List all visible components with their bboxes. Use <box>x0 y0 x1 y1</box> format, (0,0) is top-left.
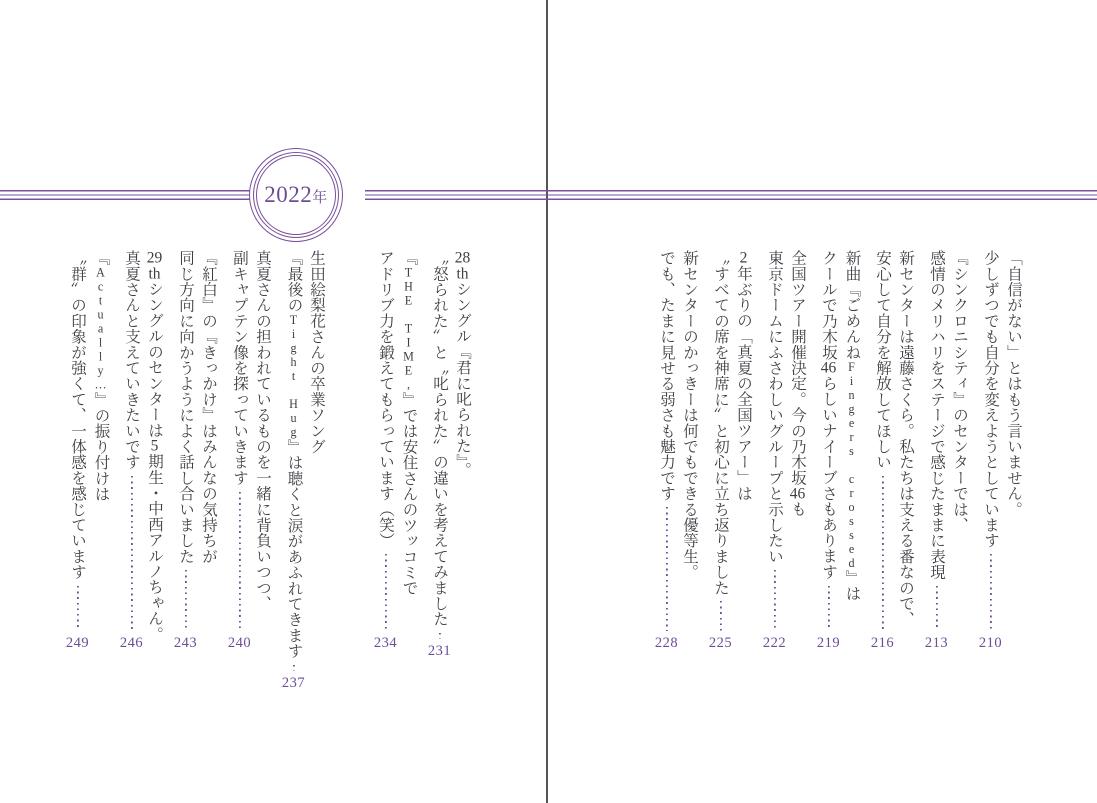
page-number: 243 <box>173 634 198 651</box>
toc-entry <box>228 250 274 650</box>
entry-line2 <box>925 250 948 650</box>
entry-text: クールで乃木坂46らしいナイーブさもあります <box>820 250 837 580</box>
entry-line1 <box>948 250 971 650</box>
entry-line1 <box>786 250 809 650</box>
dot-leader <box>228 492 251 631</box>
dot-leader <box>709 601 732 630</box>
entry-line1 <box>197 250 220 650</box>
entry-text: 『Actually…』の振り付けは <box>92 250 110 502</box>
entry-line2 <box>174 250 197 650</box>
entry-line1 <box>840 250 863 650</box>
tatechuyoko-run: 46 <box>789 485 806 501</box>
entry-line1 <box>678 250 701 650</box>
page-number: 213 <box>924 634 949 651</box>
page-number: 240 <box>227 634 252 651</box>
latin-upright-run: Fingers crossed <box>844 359 859 570</box>
toc-left-page <box>58 250 474 691</box>
decorative-rule-left <box>0 190 250 200</box>
entry-line2 <box>228 250 251 650</box>
entry-text: 新センターのかっきーは何でもできる優等生。 <box>681 250 698 580</box>
dot-leader <box>763 570 786 631</box>
toc-entry <box>66 250 112 650</box>
toc-right-page <box>647 250 1025 650</box>
entry-line2 <box>655 250 678 650</box>
entry-text: 真夏さんの担われているものを一緒に背負いつつ、 <box>254 250 271 612</box>
dot-leader <box>282 665 305 671</box>
entry-text: 『THE TIME,』では安住さんのツッコミで <box>400 250 418 596</box>
page-number: 222 <box>762 634 787 651</box>
entry-text: 安心して自分を解放してほしい <box>874 250 891 470</box>
toc-entry <box>174 250 220 650</box>
entry-line2 <box>709 250 732 650</box>
entry-text: 副キャプテン像を探っていきます <box>231 250 248 486</box>
tatechuyoko-run: 5 <box>150 438 159 454</box>
toc-entry <box>817 250 863 650</box>
page-number: 228 <box>654 634 679 651</box>
entry-line1 <box>894 250 917 650</box>
toc-entry <box>709 250 755 650</box>
entry-text: 同じ方向に向かうようによく話し合いました <box>177 250 194 564</box>
toc-entry <box>281 250 328 691</box>
entry-text: 感情のメリハリをステージで感じたままに表現 <box>928 250 945 580</box>
toc-entry <box>655 250 701 650</box>
page-number: 246 <box>119 634 144 651</box>
page-number: 234 <box>373 634 398 651</box>
entry-text: 『紅白』の『きっかけ』はみんなの気持ちが <box>200 250 217 564</box>
tatechuyoko-run: 29 <box>146 250 163 266</box>
toc-entry <box>120 250 166 650</box>
tatechuyoko-run: th <box>148 265 161 281</box>
entry-line1 <box>397 250 420 650</box>
entry-text: 新センターは遠藤さくら。私たちは支える番なので、 <box>897 250 914 627</box>
entry-line2 <box>120 250 143 650</box>
entry-text: 「自信がない」とはもう言いません。 <box>1005 250 1022 517</box>
page-number: 219 <box>816 634 841 651</box>
page-number: 210 <box>978 634 1003 651</box>
entry-text: 『シンクロニシティ』のセンターでは、 <box>951 250 968 533</box>
dot-leader <box>871 476 894 631</box>
latin-upright-run: Tight Hug <box>286 312 301 439</box>
dot-leader <box>925 586 948 631</box>
toc-entry <box>871 250 917 650</box>
entry-line2 <box>374 250 397 650</box>
entry-text: でも、たまに見せる弱さも魅力です <box>658 250 675 502</box>
entry-line1 <box>305 250 328 650</box>
tatechuyoko-run: th <box>456 265 469 281</box>
entry-text: 生田絵梨花さんの卒業ソング <box>308 250 325 455</box>
entry-line1 <box>732 250 755 650</box>
dot-leader <box>174 570 197 631</box>
entry-line1 <box>251 250 274 650</box>
tatechuyoko-run: 46 <box>820 359 837 376</box>
toc-entry <box>763 250 809 650</box>
entry-text: 〝群〟の印象が強くて、一体感を感じています <box>69 250 86 580</box>
entry-text: 〝すべての席を神席に〟と初心に立ち返りました <box>712 250 729 596</box>
page-number: 225 <box>708 634 733 651</box>
latin-upright-run: THE TIME, <box>401 265 416 392</box>
entry-line1 <box>1002 250 1025 650</box>
entry-line1 <box>451 250 474 650</box>
entry-text: アドリブ力を鍛えてもらっています（笑） <box>377 250 394 549</box>
page-divider <box>546 0 548 803</box>
entry-text: 2年ぶりの「真夏の全国ツアー」は <box>735 250 752 501</box>
entry-line2 <box>871 250 894 650</box>
entry-line2 <box>763 250 786 650</box>
entry-line1 <box>89 250 112 650</box>
year-badge-label: 2022年 <box>264 182 328 207</box>
entry-line2 <box>281 250 306 691</box>
entry-line1 <box>143 250 166 650</box>
decorative-rule-right <box>365 190 1097 200</box>
entry-text: 〝怒られた〟と〝叱られた〟の違いを考えてみました <box>431 250 448 627</box>
toc-entry <box>979 250 1025 650</box>
toc-entry <box>374 250 420 650</box>
toc-entry <box>925 250 971 650</box>
dot-leader <box>979 554 1002 630</box>
page-number: 216 <box>870 634 895 651</box>
dot-leader <box>374 554 397 630</box>
entry-text: 29thシングルのセンターは5期生・中西アルノちゃん。 <box>146 250 163 642</box>
toc-entry <box>427 250 474 659</box>
tatechuyoko-run: 2 <box>739 250 748 266</box>
entry-text: 『最後のTight Hug』は聴くと涙があふれてきます <box>285 250 303 659</box>
page-number: 237 <box>281 674 306 691</box>
latin-upright-run: Actually… <box>93 265 108 392</box>
entry-text: 東京ドームにふさわしいグループと示したい <box>766 250 783 564</box>
dot-leader <box>428 633 451 639</box>
page-number: 249 <box>65 634 90 651</box>
dot-leader <box>817 586 840 631</box>
entry-text: 新曲『ごめんねFingers crossed』は <box>843 250 861 602</box>
dot-leader <box>66 586 89 631</box>
tatechuyoko-run: 28 <box>454 250 471 266</box>
entry-text: 真夏さんと支えていきたいです <box>123 250 140 470</box>
entry-line2 <box>66 250 89 650</box>
year-badge <box>249 148 343 242</box>
entry-line2 <box>817 250 840 650</box>
entry-text: 全国ツアー開催決定。今の乃木坂46も <box>789 250 806 517</box>
entry-line2 <box>427 250 452 659</box>
entry-text: 少しずつでも自分を変えようとしています <box>982 250 999 549</box>
dot-leader <box>655 507 678 630</box>
entry-line2 <box>979 250 1002 650</box>
page-number: 231 <box>427 642 452 659</box>
dot-leader <box>120 476 143 631</box>
entry-text: 28thシングル『君に叱られた』。 <box>454 250 471 478</box>
